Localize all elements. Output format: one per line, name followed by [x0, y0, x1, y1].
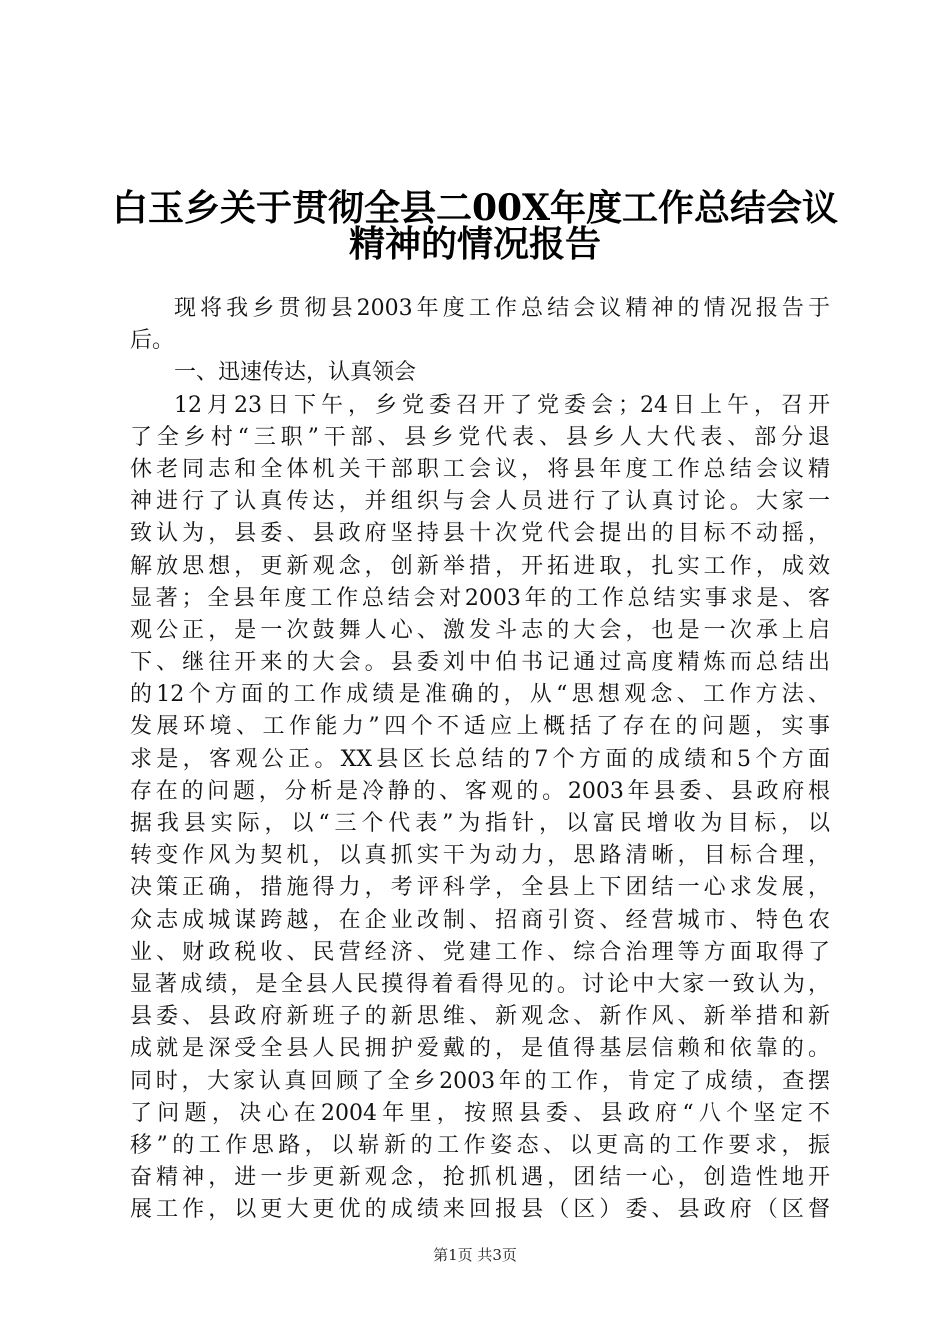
body-line: 解放思想，更新观念，创新举措，开拓进取，扎实工作，成效	[130, 553, 830, 579]
body-line: 观公正，是一次鼓舞人心、激发斗志的大会，也是一次承上启	[130, 617, 830, 643]
body-line: 的12个方面的工作成绩是准确的，从“思想观念、工作方法、	[130, 682, 830, 708]
body-line: 现将我乡贯彻县2003年度工作总结会议精神的情况报告于	[174, 296, 830, 321]
body-line: 众志成城谋跨越，在企业改制、招商引资、经营城市、特色农	[130, 907, 830, 933]
body-line: 致认为，县委、县政府坚持县十次党代会提出的目标不动摇，	[130, 521, 830, 547]
body-line: 县委、县政府新班子的新思维、新观念、新作风、新举措和新	[130, 1004, 830, 1030]
body-line: 转变作风为契机，以真抓实干为动力，思路清晰，目标合理，	[130, 843, 830, 869]
body-line: 显著；全县年度工作总结会对2003年的工作总结实事求是、客	[130, 585, 830, 611]
body-line: 成就是深受全县人民拥护爱戴的，是值得基层信赖和依靠的。	[130, 1036, 830, 1062]
body-line: 决策正确，措施得力，考评科学，全县上下团结一心求发展，	[130, 875, 830, 901]
body-line: 下、继往开来的大会。县委刘中伯书记通过高度精炼而总结出	[130, 650, 830, 676]
body-line: 奋精神，进一步更新观念，抢抓机遇，团结一心，创造性地开	[130, 1165, 830, 1191]
document-title-line-2: 精神的情况报告	[348, 223, 601, 265]
body-line: 12月23日下午，乡党委召开了党委会；24日上午，召开	[174, 392, 830, 418]
body-line: 业、财政税收、民营经济、党建工作、综合治理等方面取得了	[130, 939, 830, 965]
body-line: 了问题，决心在2004年里，按照县委、县政府“八个坚定不	[130, 1100, 830, 1126]
document-body	[130, 293, 830, 1226]
body-line: 存在的问题，分析是冷静的、客观的。2003年县委、县政府根	[130, 778, 830, 804]
body-line: 移”的工作思路，以崭新的工作姿态、以更高的工作要求，振	[130, 1132, 830, 1158]
document-title-line-1: 白玉乡关于贯彻全县二00X年度工作总结会议	[111, 187, 839, 229]
body-line: 后。	[130, 328, 175, 354]
page-number-footer: 第1页 共3页	[433, 1246, 517, 1264]
section-heading: 一、迅速传达，认真领会	[174, 360, 417, 386]
body-line: 发展环境、工作能力”四个不适应上概括了存在的问题，实事	[130, 714, 830, 740]
body-line: 休老同志和全体机关干部职工会议，将县年度工作总结会议精	[130, 456, 830, 482]
body-line: 显著成绩，是全县人民摸得着看得见的。讨论中大家一致认为，	[130, 971, 830, 997]
body-line: 神进行了认真传达，并组织与会人员进行了认真讨论。大家一	[130, 489, 830, 515]
body-line: 同时，大家认真回顾了全乡2003年的工作，肯定了成绩，查摆	[130, 1068, 830, 1094]
body-line: 展工作，以更大更优的成绩来回报县（区）委、县政府（区督	[130, 1197, 830, 1223]
body-line: 了全乡村“三职”干部、县乡党代表、县乡人大代表、部分退	[130, 424, 830, 450]
body-line: 据我县实际，以“三个代表”为指针，以富民增收为目标，以	[130, 811, 830, 836]
body-line: 求是，客观公正。XX县区长总结的7个方面的成绩和5个方面	[130, 746, 830, 772]
